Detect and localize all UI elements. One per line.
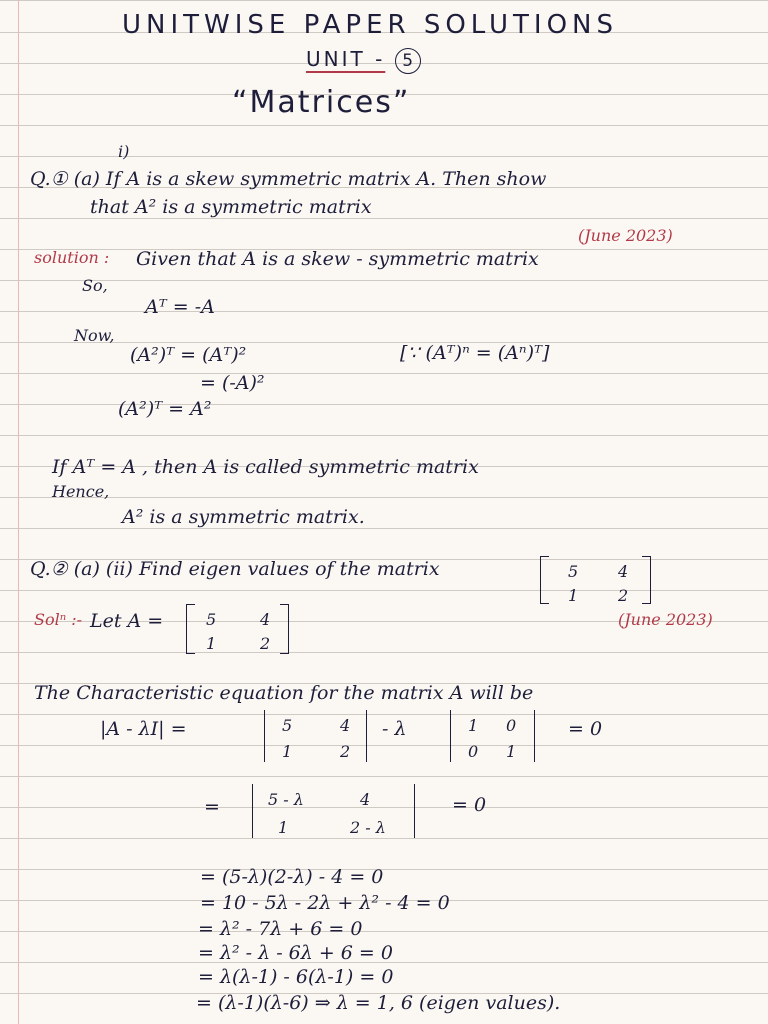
q2-det2-eq: = (204, 796, 220, 818)
det-bar (450, 710, 451, 762)
q2-source: (June 2023) (618, 610, 713, 629)
q1-question-line1: Q.① (a) If A is a skew symmetric matrix A. Then show (30, 168, 547, 190)
matrix-cell: 1 (206, 634, 217, 653)
unit-label: UNIT - (306, 47, 386, 71)
q1-solution-text: Given that A is a skew - symmetric matrix (136, 248, 539, 270)
q2-minus-lambda: - λ (382, 718, 407, 740)
q1-so: So, (82, 276, 108, 295)
det-cell: 1 (506, 742, 517, 761)
det-cell: 2 (340, 742, 351, 761)
q1-rule: [∵ (Aᵀ)ⁿ = (Aⁿ)ᵀ] (400, 342, 550, 364)
q2-line-1: = (5-λ)(2-λ) - 4 = 0 (200, 866, 384, 888)
q1-if-line: If Aᵀ = A , then A is called symmetric matrix (52, 456, 479, 478)
det-cell: 1 (468, 716, 479, 735)
unit-heading (306, 48, 421, 74)
det-bar (366, 710, 367, 762)
det-cell: 4 (340, 716, 351, 735)
det-bar (414, 784, 415, 838)
q1-solution-label: solution : (34, 248, 110, 267)
matrix-cell: 2 (260, 634, 271, 653)
det-bar (264, 710, 265, 762)
det-cell: 1 (282, 742, 293, 761)
q2-eq-zero: = 0 (568, 718, 603, 740)
q2-line-4: = λ² - λ - 6λ + 6 = 0 (198, 942, 393, 964)
det-cell: 0 (506, 716, 517, 735)
unit-number: 5 (395, 48, 421, 74)
q2-line-5: = λ(λ-1) - 6(λ-1) = 0 (198, 966, 394, 988)
q2-det-lhs: |A - λI| = (100, 718, 187, 740)
margin-line (18, 0, 19, 1024)
matrix-cell: 2 (618, 586, 629, 605)
det-bar (534, 710, 535, 762)
matrix-cell: 4 (260, 610, 271, 629)
det-cell: 4 (360, 790, 371, 809)
q2-sol-label: Solⁿ :- (34, 610, 83, 629)
det-cell: 0 (468, 742, 479, 761)
q2-eq-zero-2: = 0 (452, 794, 487, 816)
q2-char-eq-intro: The Characteristic equation for the matrix A will be (34, 682, 534, 704)
q1-eq-at: Aᵀ = -A (145, 296, 215, 318)
bracket-left (540, 556, 549, 604)
q1-step2: = (-A)² (200, 372, 265, 394)
det-cell: 2 - λ (350, 818, 386, 837)
q1-conclusion: A² is a symmetric matrix. (122, 506, 365, 528)
matrix-cell: 4 (618, 562, 629, 581)
q1-now: Now, (74, 326, 115, 345)
matrix-cell: 1 (568, 586, 579, 605)
det-bar (252, 784, 253, 838)
bracket-right (642, 556, 651, 604)
q2-line-6: = (λ-1)(λ-6) ⇒ λ = 1, 6 (eigen values). (196, 992, 561, 1014)
q2-line-3: = λ² - 7λ + 6 = 0 (198, 918, 363, 940)
det-cell: 5 (282, 716, 293, 735)
q2-question: Q.② (a) (ii) Find eigen values of the matrix (30, 558, 440, 580)
q1-question-line2: that A² is a symmetric matrix (90, 196, 372, 218)
matrix-cell: 5 (206, 610, 217, 629)
page-title: UNITWISE PAPER SOLUTIONS (122, 10, 618, 40)
q1-step1: (A²)ᵀ = (Aᵀ)² (130, 344, 247, 366)
q2-line-2: = 10 - 5λ - 2λ + λ² - 4 = 0 (200, 892, 450, 914)
bracket-left (186, 604, 195, 654)
q1-source: (June 2023) (578, 226, 673, 245)
matrix-cell: 5 (568, 562, 579, 581)
det-cell: 1 (278, 818, 289, 837)
q1-sub-label: i) (118, 142, 130, 161)
bracket-right (280, 604, 289, 654)
q1-step3: (A²)ᵀ = A² (118, 398, 212, 420)
q1-hence: Hence, (52, 482, 110, 501)
q2-let: Let A = (90, 610, 164, 632)
det-cell: 5 - λ (268, 790, 304, 809)
topic-title: “Matrices” (232, 85, 411, 120)
